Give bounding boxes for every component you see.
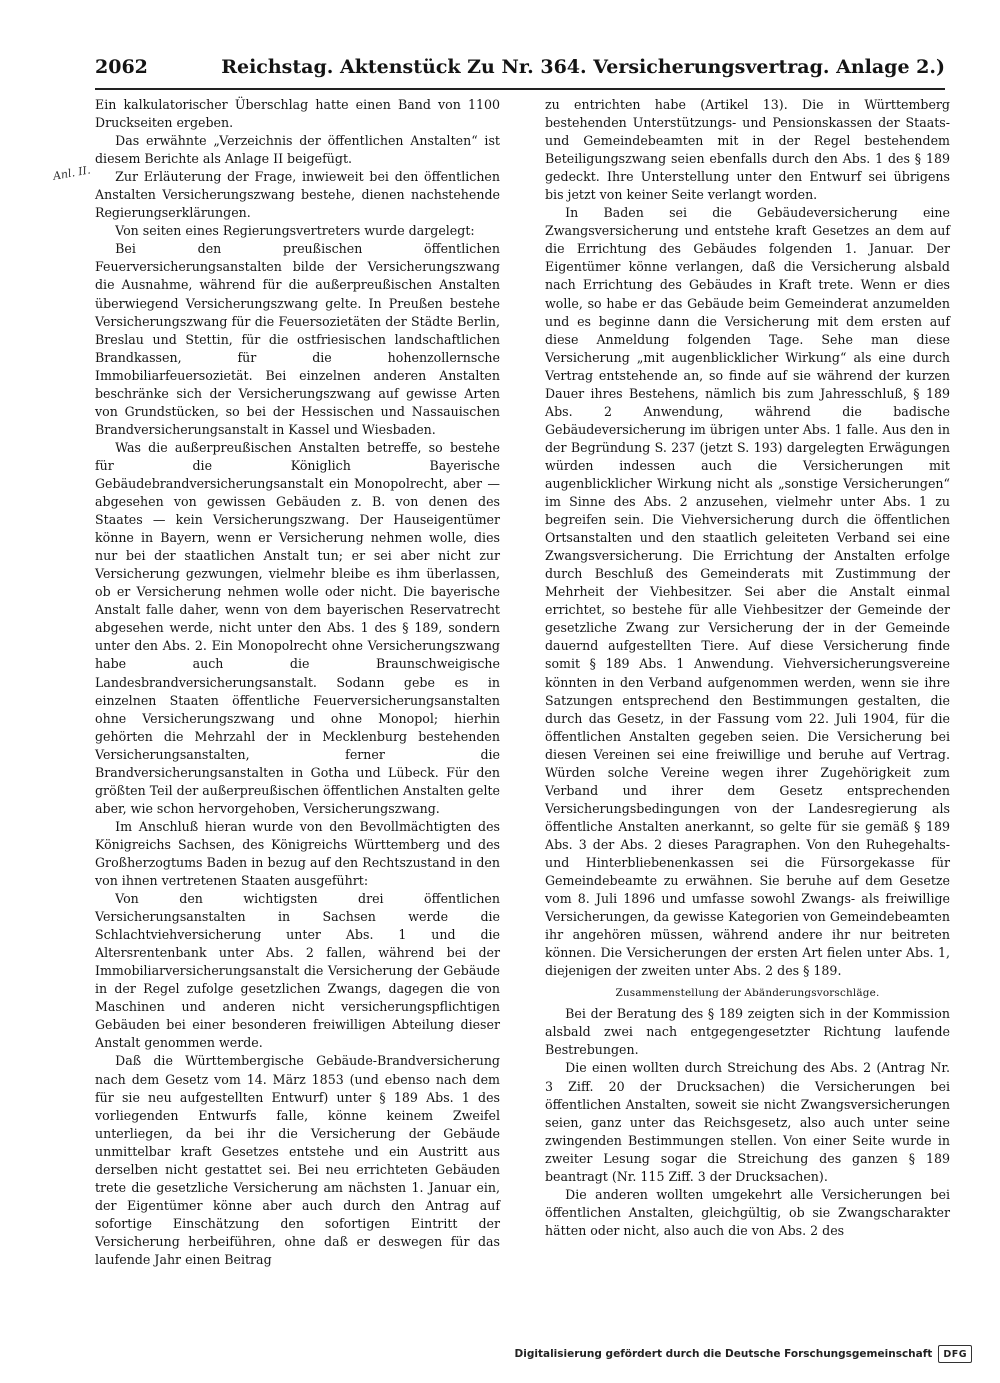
paragraph: Von seiten eines Regierungsvertreters wurde dargelegt: (115, 223, 475, 239)
digitization-footer (515, 1343, 972, 1365)
paragraph: Ein kalkulatorischer Überschlag hatte einen Band von 1100 Druckseiten ergeben. (95, 97, 500, 131)
running-title: Reichstag. Aktenstück Zu Nr. 364. Versicherungsvertrag. Anlage 2.) (221, 56, 945, 78)
paragraph: Bei den preußischen öffentlichen Feuerversicherungsanstalten bilde der Versicherungszwang die Ausnahme, während für die außerpreußischen Anstalten überwiegend Versicherungszwang gelte. In Preußen bestehe Versicherungszwang für die Feuersozietäten der Städte Berlin, Breslau und Stettin, für die ostfriesischen landschaftlichen Brandkassen, für die hohenzollernsche Immobiliarfeuersozietät. Bei einzelnen anderen Anstalten beschränke sich der Versicherungszwang auf gewisse Arten von Grundstücken, so bei der Hessischen und Nassauischen Brandversicherungsanstalt in Kassel und Wiesbaden. (95, 241, 500, 437)
paragraph: Das erwähnte „Verzeichnis der öffentlichen Anstalten“ ist diesem Berichte als Anlage II beigefügt. (95, 133, 500, 167)
left-column (95, 96, 500, 1269)
paragraph: Von den wichtigsten drei öffentlichen Versicherungsanstalten in Sachsen werde die Schlachtviehversicherung unter Abs. 1 und die Altersrentenbank unter Abs. 2 fallen, während bei der Immobiliarversicherungsanstalt die Versicherung der Gebäude in der Regel zufolge gesetzlichen Zwangs, dagegen die von Maschinen und anderen nicht versicherungspflichtigen Gebäuden bei einer besonderen freiwilligen Abteilung dieser Anstalt genommen werde. (95, 891, 500, 1051)
paragraph: Daß die Württembergische Gebäude-Brandversicherung nach dem Gesetz vom 14. März 1853 (und ebenso nach dem für sie neu aufgestellten Entwurf) unter § 189 Abs. 1 des vorliegenden Entwurfs falle, könne keinem Zweifel unterliegen, da bei ihr die Versicherung der Gebäude unmittelbar kraft Gesetzes entstehe und ein Austritt aus derselben nicht gestattet sei. Bei neu errichteten Gebäuden trete die gesetzliche Versicherung am nächsten 1. Januar ein, der Eigentümer könne aber auch durch den Antrag auf sofortige Einschätzung den sofortigen Eintritt der Versicherung herbeiführen, ohne daß er deswegen für das laufende Jahr einen Beitrag (95, 1053, 500, 1267)
paragraph: Was die außerpreußischen Anstalten betreffe, so bestehe für die Königlich Bayerische Gebäudebrandversicherungsanstalt ein Monopolrecht, aber — abgesehen von gewissen Gebäuden z. B. von denen des Staates — kein Versicherungszwang. Der Hauseigentümer könne in Bayern, wenn er Versicherung nehmen wolle, dies nur bei der staatlichen Anstalt tun; er sei aber nicht zur Versicherung gezwungen, vielmehr bleibe es ihm überlassen, ob er Versicherung nehmen wolle oder nicht. Die bayerische Anstalt falle daher, wenn von dem bayerischen Reservatrecht abgesehen werde, nicht unter den Abs. 1 des § 189, sondern unter den Abs. 2. Ein Monopolrecht ohne Versicherungszwang habe auch die Braunschweigische Landesbrandversicherungsanstalt. Sodann gebe es in einzelnen Staaten öffentliche Feuerversicherungsanstalten ohne Versicherungszwang und ohne Monopol; hierhin gehörten die Mehrzahl der in Mecklenburg bestehenden Versicherungsanstalten, ferner die Brandversicherungsanstalten in Gotha und Lübeck. Für den größten Teil der außerpreußischen öffentlichen Anstalten gelte aber, wie schon hervorgehoben, Versicherungszwang. (95, 439, 500, 816)
paragraph: Die anderen wollten umgekehrt alle Versicherungen bei öffentlichen Anstalten, gleichgültig, ob sie Zwangscharakter hätten oder nicht, also auch die von Abs. 2 des (545, 1186, 950, 1238)
dfg-logo-icon (938, 1345, 972, 1363)
paragraph: In Baden sei die Gebäudeversicherung eine Zwangsversicherung und entstehe kraft Gesetzes an dem auf die Errichtung des Gebäudes folgenden 1. Januar. Der Eigentümer könne verlangen, daß die Versicherung alsbald nach Errichtung des Gebäudes in Kraft trete. Wenn er dies wolle, so habe er das Gebäude beim Gemeinderat anzumelden und es beginne dann die Versicherung mit dem ersten auf diese Anmeldung folgenden Tage. Sehe man diese Versicherung „mit augenblicklicher Wirkung“ als eine durch Vertrag entstehende an, so finde auf sie während der kurzen Dauer ihres Bestehens, nämlich bis zum Jahresschluß, § 189 Abs. 2 Anwendung, während die badische Gebäudeversicherung im übrigen unter Abs. 1 falle. Aus den in der Begründung S. 237 (jetzt S. 193) dargelegten Erwägungen würden indessen auch die Versicherungen mit augenblicklicher Wirkung nicht als „sonstige Versicherungen“ im Sinne des Abs. 2 anzusehen, vielmehr unter Abs. 1 zu begreifen sein. Die Viehversicherung durch die öffentlichen Ortsanstalten und den staatlich geleiteten Verband sei eine Zwangsversicherung. Die Errichtung der Anstalten erfolge durch Beschluß des Gemeinderats mit Zustimmung der Mehrheit der Viehbesitzer. Sei aber die Anstalt einmal errichtet, so bestehe für alle Viehbesitzer der Gemeinde der gesetzliche Zwang zur Versicherung der in der Gemeinde dauernd aufgestellten Tiere. Auf diese Versicherung finde somit § 189 Abs. 1 Anwendung. Viehversicherungsvereine könnten in den Verband aufgenommen werden, wenn sie ihre Satzungen entsprechend den Bestimmungen gestalten, die durch das Gesetz, in der Fassung vom 22. Juli 1904, für die öffentlichen Anstalten gegeben seien. Die Versicherung bei diesen Vereinen sei eine freiwillige und beruhe auf Vertrag. Würden solche Vereine wegen ihrer Zugehörigkeit zum Verband und ihrer dem Gesetz entsprechenden Versicherungsbedingungen von der Landesregierung als öffentliche Anstalten anerkannt, so gelte für sie gemäß § 189 Abs. 3 der Abs. 2 dieses Paragraphen. Von den Ruhegehalts- und Hinterbliebenenkassen sei die Fürsorgekasse für Gemeindebeamte zu erwähnen. Sie beruhe auf dem Gesetze vom 8. Juli 1896 und umfasse sowohl Zwangs- als freiwillige Versicherungen, da gewisse Kategorien von Gemeindebeamten ihr angehören müssen, während andere ihr nur beitreten können. Die Versicherungen der ersten Art fielen unter Abs. 1, diejenigen der zweiten unter Abs. 2 des § 189. (545, 205, 950, 979)
margin-note: Anl. II. (52, 163, 92, 183)
header-rule (95, 88, 945, 90)
paragraph: Zur Erläuterung der Frage, inwieweit bei den öffentlichen Anstalten Versicherungszwang bestehe, dienen nachstehende Regierungserklärungen. (95, 169, 500, 221)
paragraph: Die einen wollten durch Streichung des Abs. 2 (Antrag Nr. 3 Ziff. 20 der Drucksachen) die Versicherungen bei öffentlichen Anstalten, soweit sie nicht Zwangsversicherungen seien, ganz unter das Reichsgesetz, also auch unter seine zwingenden Bestimmungen stellen. Von einer Seite wurde in zweiter Lesung sogar die Streichung des ganzen § 189 beantragt (Nr. 115 Ziff. 3 der Drucksachen). (545, 1060, 950, 1184)
section-heading: Zusammenstellung der Abänderungsvorschläge. (615, 987, 880, 1000)
paragraph: Bei der Beratung des § 189 zeigten sich in der Kommission alsbald zwei nach entgegengesetzter Richtung laufende Bestrebungen. (545, 1006, 950, 1058)
right-column (545, 96, 950, 1240)
footer-text: Digitalisierung gefördert durch die Deutsche Forschungsgemeinschaft (514, 1348, 933, 1360)
paragraph: zu entrichten habe (Artikel 13). Die in Württemberg bestehenden Unterstützungs- und Pensionskassen der Staats- und Gemeindebeamten mit in der Regel bestehendem Beteiligungszwang seien ebenfalls durch den Abs. 1 des § 189 gedeckt. Ihre Unterstellung unter den Entwurf sei übrigens bis jetzt von keiner Seite verlangt worden. (545, 97, 950, 203)
paragraph: Im Anschluß hieran wurde von den Bevollmächtigten des Königreichs Sachsen, des Königreichs Württemberg und des Großherzogtums Baden in bezug auf den Rechtszustand in den von ihnen vertretenen Staaten ausgeführt: (95, 818, 500, 889)
page-header (95, 56, 945, 86)
dfg-logo-text: DFG (943, 1348, 967, 1360)
page-number: 2062 (95, 56, 148, 78)
